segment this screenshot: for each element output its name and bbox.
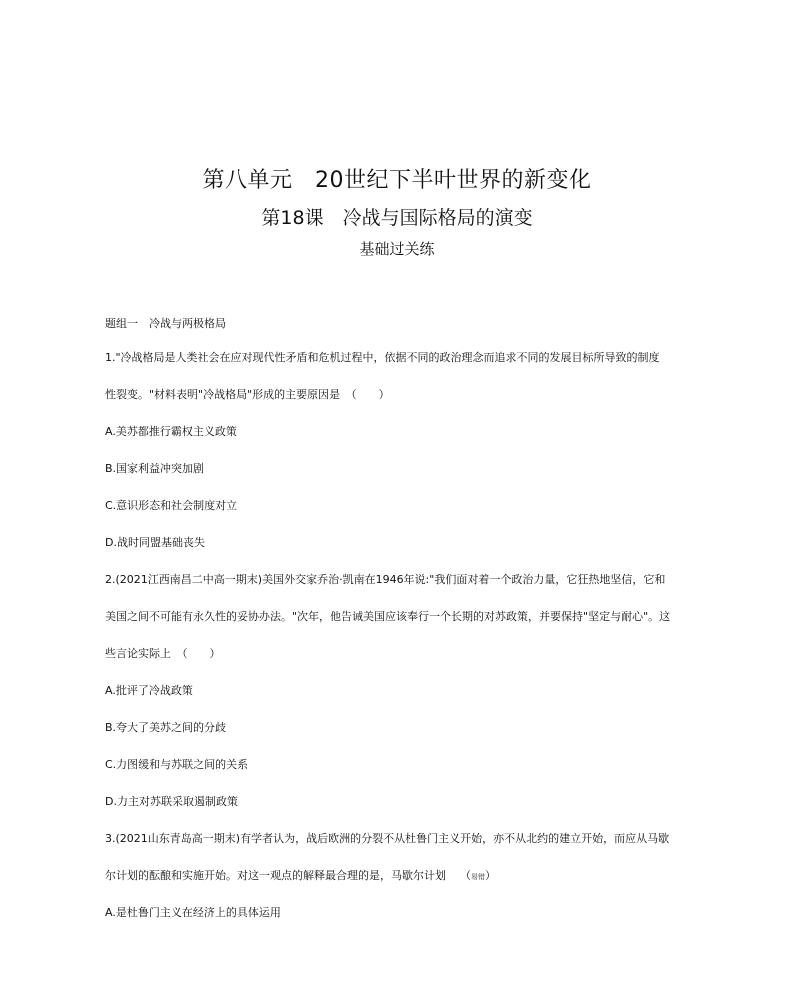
question-2-option-b: B.夸大了美苏之间的分歧: [105, 721, 227, 734]
question-2-option-c: C.力图缓和与苏联之间的关系: [105, 758, 249, 771]
answer-paren-close: ）: [485, 869, 496, 882]
question-3-stem-line-2-text: 尔计划的酝酿和实施开始。对这一观点的解释最合理的是，马歇尔计划: [105, 869, 446, 882]
section-title: 基础过关练: [359, 240, 435, 258]
question-1-stem-line-2: 性裂变。"材料表明"冷战格局"形成的主要原因是 （ ）: [105, 388, 390, 401]
question-2-stem-line-1: 2.(2021江西南昌二中高一期末)美国外交家乔治·凯南在1946年说:"我们面对着一个政治力量，它狂热地坚信，它和: [105, 573, 666, 586]
question-1-option-c: C.意识形态和社会制度对立: [105, 499, 238, 512]
error-prone-note: 易错: [471, 873, 485, 881]
question-1-option-a: A.美苏都推行霸权主义政策: [105, 425, 237, 438]
question-2-stem-line-2: 美国之间不可能有永久性的妥协办法。"次年，他告诫美国应该奉行一个长期的对苏政策，并要保持"坚定与耐心"。这: [105, 610, 671, 623]
question-1-option-d: D.战时同盟基础丧失: [105, 536, 205, 549]
question-group-label: 题组一 冷战与两极格局: [105, 317, 226, 330]
question-3-stem-line-1: 3.(2021山东青岛高一期末)有学者认为，战后欧洲的分裂不从杜鲁门主义开始，亦不从北约的建立开始，而应从马歇: [105, 832, 670, 845]
question-3-stem-line-2: [105, 869, 705, 884]
answer-paren-open: （: [460, 869, 471, 882]
question-2-option-a: A.批评了冷战政策: [105, 684, 193, 697]
question-1-stem-line-1: 1."冷战格局是人类社会在应对现代性矛盾和危机过程中，依据不同的政治理念而追求不同的发展目标所导致的制度: [105, 351, 660, 364]
question-1-option-b: B.国家利益冲突加剧: [105, 462, 205, 475]
question-2-stem-line-3: 些言论实际上 （ ）: [105, 647, 221, 660]
question-3-option-a: A.是杜鲁门主义在经济上的具体运用: [105, 906, 281, 919]
unit-title: 第八单元 20世纪下半叶世界的新变化: [202, 168, 592, 193]
question-2-option-d: D.力主对苏联采取遏制政策: [105, 795, 238, 808]
lesson-title: 第18课 冷战与国际格局的演变: [261, 207, 533, 229]
